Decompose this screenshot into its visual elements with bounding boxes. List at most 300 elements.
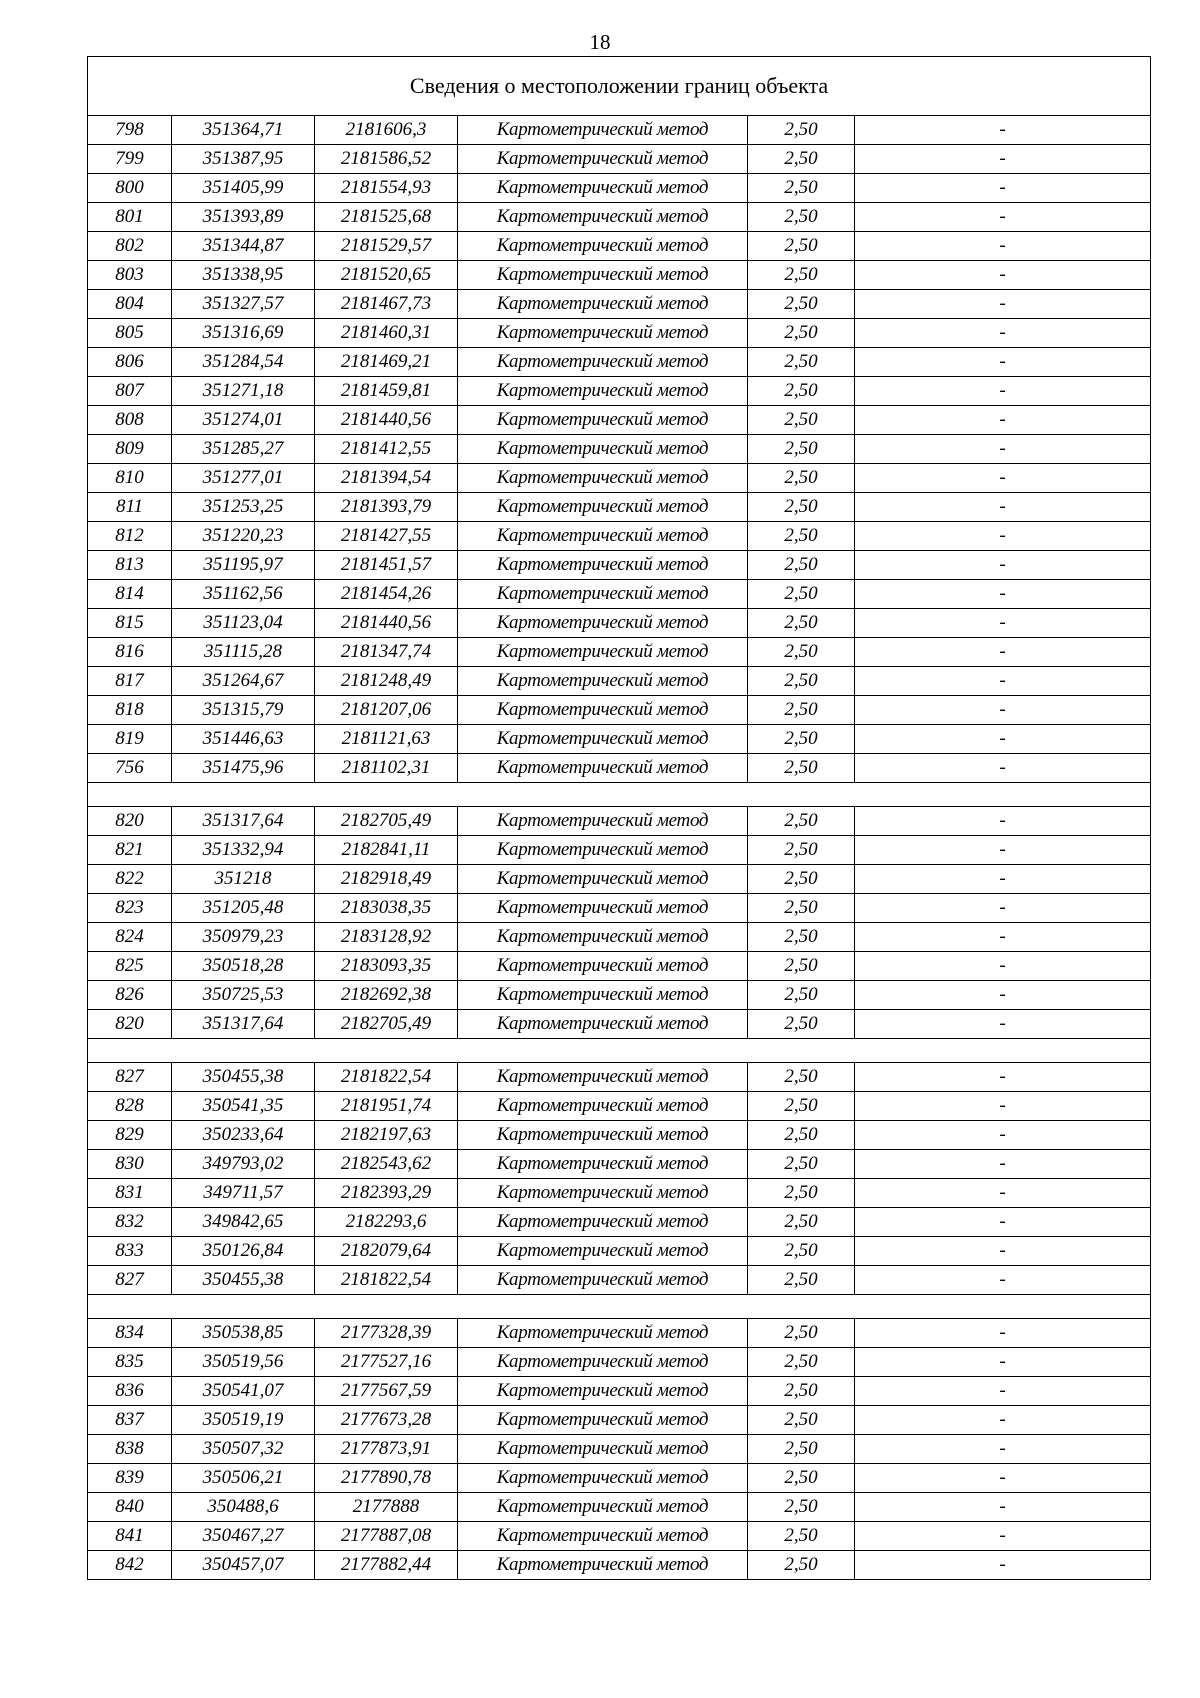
x-coordinate-cell: 350518,28 <box>172 952 315 981</box>
accuracy-cell: 2,50 <box>748 807 855 836</box>
table-row <box>88 754 1151 783</box>
table-row <box>88 290 1151 319</box>
description-cell: - <box>855 1551 1151 1580</box>
accuracy-cell: 2,50 <box>748 1493 855 1522</box>
x-coordinate-cell: 351274,01 <box>172 406 315 435</box>
description-cell: - <box>855 725 1151 754</box>
method-cell: Картометрический метод <box>458 290 748 319</box>
table-row <box>88 1179 1151 1208</box>
accuracy-cell: 2,50 <box>748 1406 855 1435</box>
method-cell: Картометрический метод <box>458 464 748 493</box>
description-cell: - <box>855 174 1151 203</box>
accuracy-cell: 2,50 <box>748 667 855 696</box>
accuracy-cell: 2,50 <box>748 1377 855 1406</box>
method-cell: Картометрический метод <box>458 203 748 232</box>
description-cell: - <box>855 261 1151 290</box>
point-number-cell: 805 <box>88 319 172 348</box>
table-row <box>88 522 1151 551</box>
separator-cell <box>88 1295 1151 1319</box>
point-number-cell: 807 <box>88 377 172 406</box>
y-coordinate-cell: 2181394,54 <box>315 464 458 493</box>
method-cell: Картометрический метод <box>458 1319 748 1348</box>
description-cell: - <box>855 493 1151 522</box>
table-row <box>88 1493 1151 1522</box>
method-cell: Картометрический метод <box>458 116 748 145</box>
description-cell: - <box>855 1348 1151 1377</box>
x-coordinate-cell: 350455,38 <box>172 1266 315 1295</box>
y-coordinate-cell: 2177328,39 <box>315 1319 458 1348</box>
description-cell: - <box>855 1319 1151 1348</box>
x-coordinate-cell: 350506,21 <box>172 1464 315 1493</box>
accuracy-cell: 2,50 <box>748 145 855 174</box>
y-coordinate-cell: 2181822,54 <box>315 1063 458 1092</box>
x-coordinate-cell: 350541,07 <box>172 1377 315 1406</box>
separator-cell <box>88 783 1151 807</box>
method-cell: Картометрический метод <box>458 1435 748 1464</box>
description-cell: - <box>855 116 1151 145</box>
method-cell: Картометрический метод <box>458 1266 748 1295</box>
method-cell: Картометрический метод <box>458 981 748 1010</box>
y-coordinate-cell: 2182692,38 <box>315 981 458 1010</box>
point-number-cell: 827 <box>88 1266 172 1295</box>
y-coordinate-cell: 2177527,16 <box>315 1348 458 1377</box>
y-coordinate-cell: 2182841,11 <box>315 836 458 865</box>
point-number-cell: 826 <box>88 981 172 1010</box>
x-coordinate-cell: 351218 <box>172 865 315 894</box>
table-title: Сведения о местоположении границ объекта <box>88 57 1151 116</box>
y-coordinate-cell: 2181207,06 <box>315 696 458 725</box>
accuracy-cell: 2,50 <box>748 551 855 580</box>
accuracy-cell: 2,50 <box>748 1266 855 1295</box>
y-coordinate-cell: 2181393,79 <box>315 493 458 522</box>
method-cell: Картометрический метод <box>458 1551 748 1580</box>
accuracy-cell: 2,50 <box>748 609 855 638</box>
x-coordinate-cell: 349842,65 <box>172 1208 315 1237</box>
table-row <box>88 377 1151 406</box>
description-cell: - <box>855 1092 1151 1121</box>
description-cell: - <box>855 1493 1151 1522</box>
method-cell: Картометрический метод <box>458 1406 748 1435</box>
point-number-cell: 820 <box>88 1010 172 1039</box>
point-number-cell: 839 <box>88 1464 172 1493</box>
accuracy-cell: 2,50 <box>748 116 855 145</box>
y-coordinate-cell: 2177887,08 <box>315 1522 458 1551</box>
y-coordinate-cell: 2183093,35 <box>315 952 458 981</box>
accuracy-cell: 2,50 <box>748 406 855 435</box>
y-coordinate-cell: 2181520,65 <box>315 261 458 290</box>
table-row <box>88 1319 1151 1348</box>
method-cell: Картометрический метод <box>458 952 748 981</box>
point-number-cell: 833 <box>88 1237 172 1266</box>
description-cell: - <box>855 981 1151 1010</box>
accuracy-cell: 2,50 <box>748 1092 855 1121</box>
y-coordinate-cell: 2181554,93 <box>315 174 458 203</box>
point-number-cell: 811 <box>88 493 172 522</box>
accuracy-cell: 2,50 <box>748 435 855 464</box>
x-coordinate-cell: 351475,96 <box>172 754 315 783</box>
point-number-cell: 820 <box>88 807 172 836</box>
table-row <box>88 725 1151 754</box>
accuracy-cell: 2,50 <box>748 1150 855 1179</box>
table-row <box>88 1092 1151 1121</box>
x-coordinate-cell: 350519,56 <box>172 1348 315 1377</box>
description-cell: - <box>855 1208 1151 1237</box>
y-coordinate-cell: 2181467,73 <box>315 290 458 319</box>
point-number-cell: 840 <box>88 1493 172 1522</box>
x-coordinate-cell: 350488,6 <box>172 1493 315 1522</box>
x-coordinate-cell: 349793,02 <box>172 1150 315 1179</box>
description-cell: - <box>855 232 1151 261</box>
accuracy-cell: 2,50 <box>748 348 855 377</box>
accuracy-cell: 2,50 <box>748 1551 855 1580</box>
x-coordinate-cell: 351327,57 <box>172 290 315 319</box>
y-coordinate-cell: 2182543,62 <box>315 1150 458 1179</box>
method-cell: Картометрический метод <box>458 1208 748 1237</box>
method-cell: Картометрический метод <box>458 493 748 522</box>
accuracy-cell: 2,50 <box>748 522 855 551</box>
description-cell: - <box>855 464 1151 493</box>
accuracy-cell: 2,50 <box>748 1121 855 1150</box>
point-number-cell: 838 <box>88 1435 172 1464</box>
point-number-cell: 824 <box>88 923 172 952</box>
method-cell: Картометрический метод <box>458 609 748 638</box>
point-number-cell: 813 <box>88 551 172 580</box>
description-cell: - <box>855 609 1151 638</box>
point-number-cell: 821 <box>88 836 172 865</box>
description-cell: - <box>855 435 1151 464</box>
y-coordinate-cell: 2181460,31 <box>315 319 458 348</box>
x-coordinate-cell: 350541,35 <box>172 1092 315 1121</box>
method-cell: Картометрический метод <box>458 551 748 580</box>
boundary-coordinates-table <box>87 56 1151 1580</box>
table-row <box>88 696 1151 725</box>
description-cell: - <box>855 1063 1151 1092</box>
method-cell: Картометрический метод <box>458 1150 748 1179</box>
method-cell: Картометрический метод <box>458 754 748 783</box>
method-cell: Картометрический метод <box>458 836 748 865</box>
page-number: 18 <box>589 30 611 54</box>
method-cell: Картометрический метод <box>458 1063 748 1092</box>
y-coordinate-cell: 2181121,63 <box>315 725 458 754</box>
x-coordinate-cell: 350507,32 <box>172 1435 315 1464</box>
table-row <box>88 348 1151 377</box>
point-number-cell: 834 <box>88 1319 172 1348</box>
x-coordinate-cell: 351277,01 <box>172 464 315 493</box>
method-cell: Картометрический метод <box>458 319 748 348</box>
accuracy-cell: 2,50 <box>748 725 855 754</box>
table-title-row <box>88 57 1151 116</box>
description-cell: - <box>855 1435 1151 1464</box>
point-number-cell: 814 <box>88 580 172 609</box>
x-coordinate-cell: 351195,97 <box>172 551 315 580</box>
y-coordinate-cell: 2181525,68 <box>315 203 458 232</box>
x-coordinate-cell: 350725,53 <box>172 981 315 1010</box>
accuracy-cell: 2,50 <box>748 1435 855 1464</box>
description-cell: - <box>855 952 1151 981</box>
accuracy-cell: 2,50 <box>748 894 855 923</box>
point-number-cell: 801 <box>88 203 172 232</box>
point-number-cell: 802 <box>88 232 172 261</box>
accuracy-cell: 2,50 <box>748 319 855 348</box>
method-cell: Картометрический метод <box>458 865 748 894</box>
accuracy-cell: 2,50 <box>748 1237 855 1266</box>
x-coordinate-cell: 351205,48 <box>172 894 315 923</box>
description-cell: - <box>855 551 1151 580</box>
description-cell: - <box>855 1121 1151 1150</box>
table-row <box>88 894 1151 923</box>
table-row <box>88 1551 1151 1580</box>
accuracy-cell: 2,50 <box>748 232 855 261</box>
point-number-cell: 832 <box>88 1208 172 1237</box>
point-number-cell: 830 <box>88 1150 172 1179</box>
x-coordinate-cell: 351284,54 <box>172 348 315 377</box>
y-coordinate-cell: 2181606,3 <box>315 116 458 145</box>
description-cell: - <box>855 1406 1151 1435</box>
table-row <box>88 551 1151 580</box>
y-coordinate-cell: 2177890,78 <box>315 1464 458 1493</box>
x-coordinate-cell: 351338,95 <box>172 261 315 290</box>
description-cell: - <box>855 1522 1151 1551</box>
x-coordinate-cell: 351393,89 <box>172 203 315 232</box>
point-number-cell: 756 <box>88 754 172 783</box>
table-row <box>88 580 1151 609</box>
y-coordinate-cell: 2177873,91 <box>315 1435 458 1464</box>
description-cell: - <box>855 865 1151 894</box>
table-row <box>88 1377 1151 1406</box>
accuracy-cell: 2,50 <box>748 1063 855 1092</box>
y-coordinate-cell: 2182705,49 <box>315 1010 458 1039</box>
group-separator-row <box>88 1295 1151 1319</box>
accuracy-cell: 2,50 <box>748 638 855 667</box>
point-number-cell: 806 <box>88 348 172 377</box>
method-cell: Картометрический метод <box>458 522 748 551</box>
point-number-cell: 809 <box>88 435 172 464</box>
point-number-cell: 835 <box>88 1348 172 1377</box>
accuracy-cell: 2,50 <box>748 865 855 894</box>
table-row <box>88 865 1151 894</box>
description-cell: - <box>855 754 1151 783</box>
table-row <box>88 923 1151 952</box>
y-coordinate-cell: 2181454,26 <box>315 580 458 609</box>
description-cell: - <box>855 638 1151 667</box>
y-coordinate-cell: 2181459,81 <box>315 377 458 406</box>
description-cell: - <box>855 377 1151 406</box>
method-cell: Картометрический метод <box>458 923 748 952</box>
y-coordinate-cell: 2181951,74 <box>315 1092 458 1121</box>
method-cell: Картометрический метод <box>458 696 748 725</box>
x-coordinate-cell: 350467,27 <box>172 1522 315 1551</box>
y-coordinate-cell: 2182705,49 <box>315 807 458 836</box>
method-cell: Картометрический метод <box>458 1493 748 1522</box>
accuracy-cell: 2,50 <box>748 1464 855 1493</box>
x-coordinate-cell: 351446,63 <box>172 725 315 754</box>
table-row <box>88 638 1151 667</box>
method-cell: Картометрический метод <box>458 261 748 290</box>
y-coordinate-cell: 2181412,55 <box>315 435 458 464</box>
point-number-cell: 819 <box>88 725 172 754</box>
x-coordinate-cell: 350519,19 <box>172 1406 315 1435</box>
y-coordinate-cell: 2181427,55 <box>315 522 458 551</box>
x-coordinate-cell: 351317,64 <box>172 807 315 836</box>
y-coordinate-cell: 2177567,59 <box>315 1377 458 1406</box>
method-cell: Картометрический метод <box>458 1237 748 1266</box>
x-coordinate-cell: 351264,67 <box>172 667 315 696</box>
y-coordinate-cell: 2177673,28 <box>315 1406 458 1435</box>
point-number-cell: 822 <box>88 865 172 894</box>
x-coordinate-cell: 351285,27 <box>172 435 315 464</box>
description-cell: - <box>855 1010 1151 1039</box>
point-number-cell: 836 <box>88 1377 172 1406</box>
table-row <box>88 1150 1151 1179</box>
description-cell: - <box>855 1464 1151 1493</box>
point-number-cell: 841 <box>88 1522 172 1551</box>
description-cell: - <box>855 290 1151 319</box>
x-coordinate-cell: 351253,25 <box>172 493 315 522</box>
x-coordinate-cell: 349711,57 <box>172 1179 315 1208</box>
accuracy-cell: 2,50 <box>748 580 855 609</box>
table-row <box>88 493 1151 522</box>
accuracy-cell: 2,50 <box>748 836 855 865</box>
table-row <box>88 174 1151 203</box>
accuracy-cell: 2,50 <box>748 981 855 1010</box>
x-coordinate-cell: 351123,04 <box>172 609 315 638</box>
x-coordinate-cell: 350233,64 <box>172 1121 315 1150</box>
accuracy-cell: 2,50 <box>748 493 855 522</box>
table-row <box>88 667 1151 696</box>
table-row <box>88 319 1151 348</box>
accuracy-cell: 2,50 <box>748 174 855 203</box>
point-number-cell: 804 <box>88 290 172 319</box>
accuracy-cell: 2,50 <box>748 203 855 232</box>
point-number-cell: 842 <box>88 1551 172 1580</box>
table-row <box>88 116 1151 145</box>
table-row <box>88 1010 1151 1039</box>
method-cell: Картометрический метод <box>458 1010 748 1039</box>
accuracy-cell: 2,50 <box>748 1348 855 1377</box>
y-coordinate-cell: 2182918,49 <box>315 865 458 894</box>
method-cell: Картометрический метод <box>458 894 748 923</box>
accuracy-cell: 2,50 <box>748 923 855 952</box>
y-coordinate-cell: 2181347,74 <box>315 638 458 667</box>
point-number-cell: 812 <box>88 522 172 551</box>
point-number-cell: 818 <box>88 696 172 725</box>
point-number-cell: 828 <box>88 1092 172 1121</box>
y-coordinate-cell: 2183038,35 <box>315 894 458 923</box>
method-cell: Картометрический метод <box>458 638 748 667</box>
accuracy-cell: 2,50 <box>748 290 855 319</box>
method-cell: Картометрический метод <box>458 1121 748 1150</box>
x-coordinate-cell: 350979,23 <box>172 923 315 952</box>
x-coordinate-cell: 351332,94 <box>172 836 315 865</box>
method-cell: Картометрический метод <box>458 348 748 377</box>
point-number-cell: 816 <box>88 638 172 667</box>
table-row <box>88 1406 1151 1435</box>
y-coordinate-cell: 2183128,92 <box>315 923 458 952</box>
y-coordinate-cell: 2181586,52 <box>315 145 458 174</box>
accuracy-cell: 2,50 <box>748 754 855 783</box>
table-row <box>88 1208 1151 1237</box>
x-coordinate-cell: 350455,38 <box>172 1063 315 1092</box>
y-coordinate-cell: 2182393,29 <box>315 1179 458 1208</box>
y-coordinate-cell: 2181822,54 <box>315 1266 458 1295</box>
x-coordinate-cell: 351387,95 <box>172 145 315 174</box>
point-number-cell: 803 <box>88 261 172 290</box>
method-cell: Картометрический метод <box>458 807 748 836</box>
point-number-cell: 799 <box>88 145 172 174</box>
point-number-cell: 808 <box>88 406 172 435</box>
table-row <box>88 145 1151 174</box>
table-row <box>88 1348 1151 1377</box>
accuracy-cell: 2,50 <box>748 952 855 981</box>
x-coordinate-cell: 351317,64 <box>172 1010 315 1039</box>
x-coordinate-cell: 350538,85 <box>172 1319 315 1348</box>
accuracy-cell: 2,50 <box>748 1179 855 1208</box>
method-cell: Картометрический метод <box>458 1522 748 1551</box>
table-row <box>88 1435 1151 1464</box>
description-cell: - <box>855 1150 1151 1179</box>
x-coordinate-cell: 351364,71 <box>172 116 315 145</box>
method-cell: Картометрический метод <box>458 1348 748 1377</box>
x-coordinate-cell: 351271,18 <box>172 377 315 406</box>
description-cell: - <box>855 667 1151 696</box>
point-number-cell: 831 <box>88 1179 172 1208</box>
accuracy-cell: 2,50 <box>748 464 855 493</box>
table-row <box>88 1266 1151 1295</box>
method-cell: Картометрический метод <box>458 232 748 261</box>
method-cell: Картометрический метод <box>458 667 748 696</box>
table-row <box>88 1464 1151 1493</box>
separator-cell <box>88 1039 1151 1063</box>
table-row <box>88 464 1151 493</box>
group-separator-row <box>88 783 1151 807</box>
method-cell: Картометрический метод <box>458 377 748 406</box>
description-cell: - <box>855 836 1151 865</box>
x-coordinate-cell: 351405,99 <box>172 174 315 203</box>
table-body <box>88 57 1151 1580</box>
description-cell: - <box>855 203 1151 232</box>
x-coordinate-cell: 350457,07 <box>172 1551 315 1580</box>
accuracy-cell: 2,50 <box>748 1010 855 1039</box>
y-coordinate-cell: 2182079,64 <box>315 1237 458 1266</box>
table-row <box>88 1237 1151 1266</box>
y-coordinate-cell: 2177882,44 <box>315 1551 458 1580</box>
method-cell: Картометрический метод <box>458 435 748 464</box>
table-row <box>88 406 1151 435</box>
y-coordinate-cell: 2182197,63 <box>315 1121 458 1150</box>
method-cell: Картометрический метод <box>458 580 748 609</box>
method-cell: Картометрический метод <box>458 1464 748 1493</box>
x-coordinate-cell: 351115,28 <box>172 638 315 667</box>
description-cell: - <box>855 1237 1151 1266</box>
description-cell: - <box>855 1377 1151 1406</box>
method-cell: Картометрический метод <box>458 1179 748 1208</box>
group-separator-row <box>88 1039 1151 1063</box>
table-row <box>88 232 1151 261</box>
y-coordinate-cell: 2181248,49 <box>315 667 458 696</box>
description-cell: - <box>855 696 1151 725</box>
table-row <box>88 203 1151 232</box>
table-row <box>88 952 1151 981</box>
y-coordinate-cell: 2177888 <box>315 1493 458 1522</box>
y-coordinate-cell: 2181529,57 <box>315 232 458 261</box>
y-coordinate-cell: 2181451,57 <box>315 551 458 580</box>
point-number-cell: 800 <box>88 174 172 203</box>
point-number-cell: 823 <box>88 894 172 923</box>
accuracy-cell: 2,50 <box>748 696 855 725</box>
x-coordinate-cell: 351315,79 <box>172 696 315 725</box>
table-row <box>88 836 1151 865</box>
table-row <box>88 807 1151 836</box>
